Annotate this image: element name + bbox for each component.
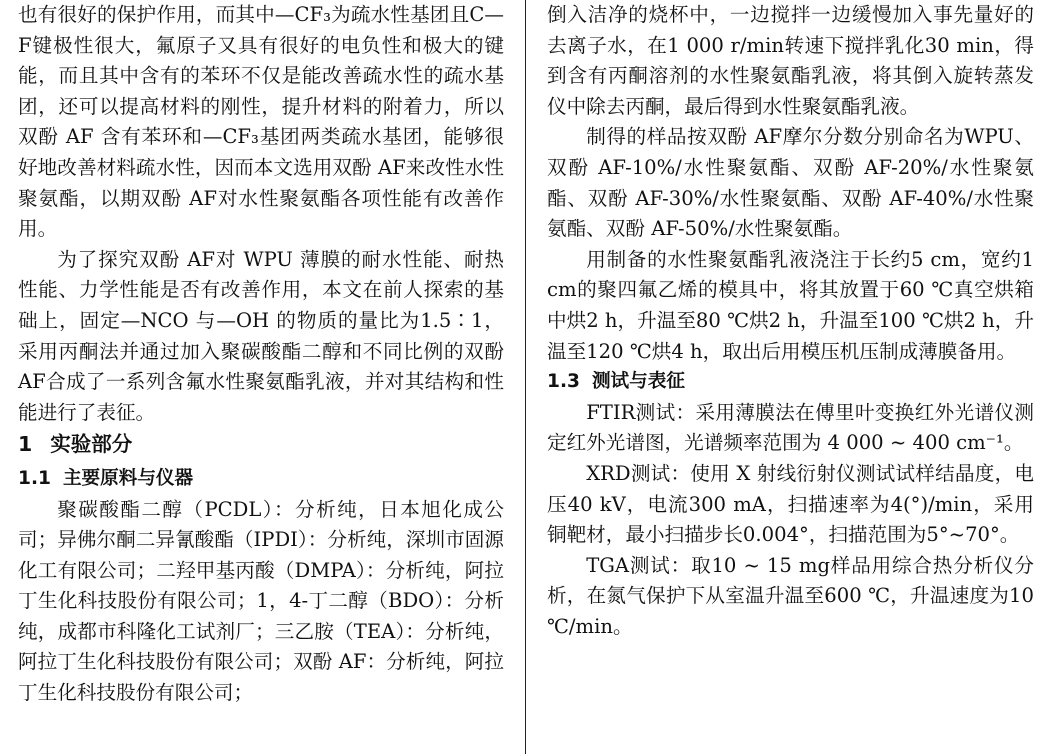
- left-column: [18, 0, 504, 709]
- column-divider: [525, 0, 526, 754]
- section-number: 1: [18, 432, 33, 457]
- paragraph-xrd-test: XRD测试：使用 X 射线衍射仪测试试样结晶度，电压40 kV，电流300 mA，扫描速率为4(°)/min，采用铜靶材，最小扫描步长0.004°，扫描范围为5°~70°。: [547, 461, 1034, 547]
- section-title: 实验部分: [50, 432, 133, 457]
- paragraph-materials-list: 聚碳酸酯二醇（PCDL）：分析纯，日本旭化成公司；异佛尔酮二异氰酸酯（IPDI）：分析纯，深圳市固源化工有限公司；二羟甲基丙酸（DMPA）：分析纯，阿拉丁生化科技股份有限公司；1，4-丁二醇（BDO）：分析纯，成都市科隆化工试剂厂；三乙胺（TEA）：分析纯，阿拉丁生化科技股份有限公司；双酚 AF：分析纯，阿拉丁生化科技股份有限公司；: [18, 497, 504, 705]
- subsection-heading-materials: [18, 464, 504, 495]
- subsection-number: 1.1: [18, 467, 51, 489]
- paragraph-emulsification: 倒入洁净的烧杯中，一边搅拌一边缓慢加入事先量好的去离子水，在1 000 r/min转速下搅拌乳化30 min，得到含有丙酮溶剂的水性聚氨酯乳液，将其倒入旋转蒸发仪中除去丙酮，最后得到水性聚氨酯乳液。: [547, 3, 1034, 118]
- section-heading-experimental: [18, 429, 504, 460]
- paragraph-film-preparation: 用制备的水性聚氨酯乳液浇注于长约5 cm，宽约1 cm的聚四氟乙烯的模具中，将其放置于60 ℃真空烘箱中烘2 h，升温至80 ℃烘2 h，升温至100 ℃烘2 h，升温至120 ℃烘4 h，取出后用模压机压制成薄膜备用。: [547, 247, 1034, 363]
- paragraph-tga-test: TGA测试：取10 ~ 15 mg样品用综合热分析仪分析，在氮气保护下从室温升温至600 ℃，升温速度为10 ℃/min。: [547, 553, 1034, 638]
- right-column: [547, 0, 1034, 642]
- paragraph-research-aim: 为了探究双酚 AF对 WPU 薄膜的耐水性能、耐热性能、力学性能是否有改善作用，本文在前人探索的基础上，固定—NCO 与—OH 的物质的量比为1.5∶1，采用丙酮法并通过加入聚碳酸酯二醇和不同比例的双酚 AF合成了一系列含氟水性聚氨酯乳液，并对其结构和性能进行了表征。: [18, 247, 504, 424]
- subsection-number: 1.3: [547, 371, 580, 393]
- paragraph-ftir-test: FTIR测试：采用薄膜法在傅里叶变换红外光谱仪测定红外光谱图，光谱频率范围为 4 000 ~ 400 cm⁻¹。: [547, 400, 1034, 455]
- paragraph-sample-naming: 制得的样品按双酚 AF摩尔分数分别命名为WPU、双酚 AF-10%/水性聚氨酯、双酚 AF-20%/水性聚氨酯、双酚 AF-30%/水性聚氨酯、双酚 AF-40%/水性聚氨酯、双酚 AF-50%/水性聚氨酯。: [547, 125, 1034, 241]
- subsection-heading-testing: [547, 367, 1034, 398]
- subsection-title: 测试与表征: [591, 371, 685, 393]
- paragraph-hydrophobic-groups: 也有很好的保护作用，而其中—CF₃为疏水性基团且C—F键极性很大，氟原子又具有很好的电负性和极大的键能，而且其中含有的苯环不仅是能改善疏水性的疏水基团，还可以提高材料的刚性，提升材料的附着力，所以双酚 AF 含有苯环和—CF₃基团两类疏水基团，能够很好地改善材料疏水性，因而本文选用双酚 AF来改性水性聚氨酯，以期双酚 AF对水性聚氨酯各项性能有改善作用。: [18, 3, 504, 241]
- subsection-title: 主要原料与仪器: [62, 467, 194, 489]
